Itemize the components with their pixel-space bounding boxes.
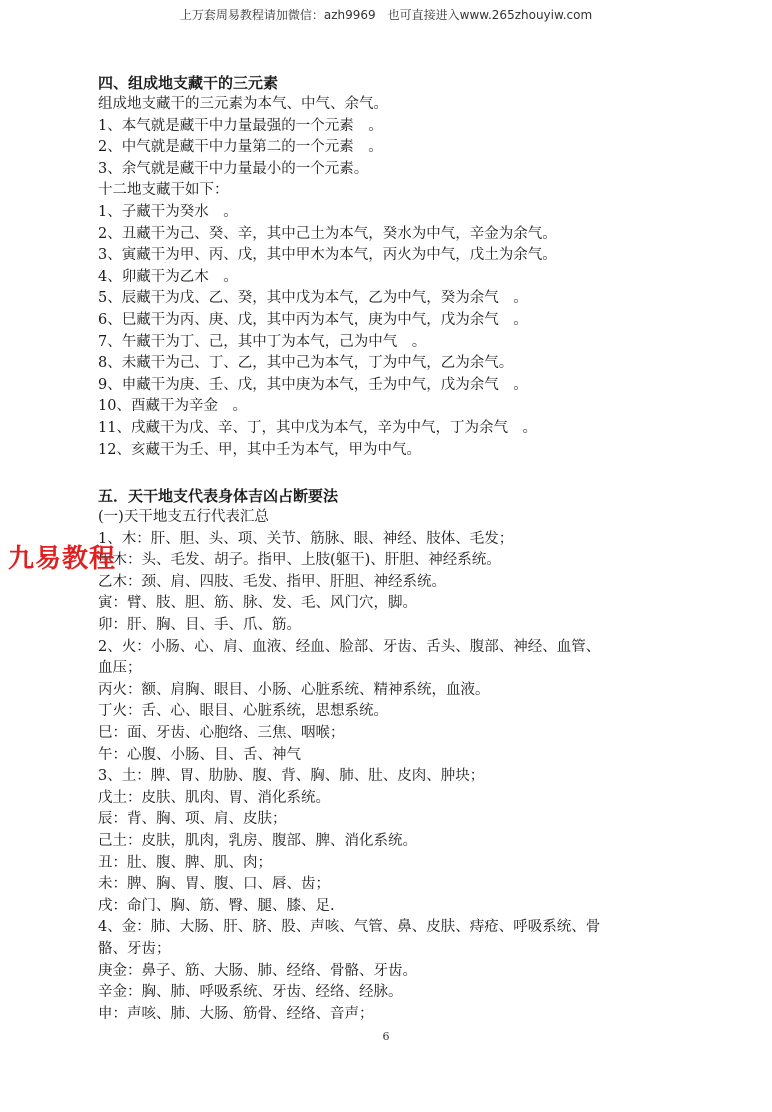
text-line: 骼、牙齿； [98,940,171,957]
text-line: 3、寅藏干为甲、丙、戊，其中甲木为本气，丙火为中气，戊土为余气。 [98,247,557,264]
text-line: 寅：臂、肢、胆、筋、脉、发、毛、风门穴，脚。 [98,595,417,612]
text-line: 己土：皮肤，肌肉，乳房、腹部、脾、消化系统。 [98,833,417,849]
text-line: (一)天干地支五行代表汇总 [98,509,269,526]
text-line: 丁火：舌、心、眼目、心脏系统，思想系统。 [98,703,388,720]
text-line: 12、亥藏干为壬、甲，其中壬为本气，甲为中气。 [98,441,421,458]
text-line: 2、丑藏干为己、癸、辛，其中己土为本气，癸水为中气，辛金为余气。 [98,225,557,242]
section-5-lines [98,507,678,1025]
text-line: 4、金：肺、大肠、肝、脐、股、声咳、气管、鼻、皮肤、痔疮、呼吸系统、骨 [98,919,601,936]
text-line: 8、未藏干为己、丁、乙，其中己为本气，丁为中气，乙为余气。 [98,355,514,372]
text-line: 丑：肚、腹、脾、肌、肉； [98,854,272,871]
text-line: 甲木：头、毛发、胡子。指甲、上肢(躯干)、肝胆、神经系统。 [98,552,501,569]
text-line: 卯：肝、胸、目、手、爪、筋。 [98,617,301,634]
text-line: 3、土：脾、胃、肋胁、腹、背、胸、肺、肚、皮肉、肿块； [98,768,485,785]
text-line: 庚金：鼻子、筋、大肠、肺、经络、骨骼、牙齿。 [98,962,417,979]
text-line: 1、本气就是藏干中力量最强的一个元素 。 [98,117,383,134]
document-body [98,72,678,1025]
text-line: 十二地支藏干如下： [98,182,229,199]
text-line: 7、午藏干为丁、己，其中丁为本气，己为中气 。 [98,333,427,350]
text-line: 1、子藏干为癸水 。 [98,203,238,220]
text-line: 戊土：皮肤、肌肉、胃、消化系统。 [98,789,330,806]
text-line: 5、辰藏干为戊、乙、癸，其中戊为本气，乙为中气，癸为余气 。 [98,290,528,307]
text-line: 巳：面、牙齿、心胞络、三焦、咽喉； [98,725,345,742]
section-4-lines [98,94,678,461]
text-line: 乙木：颈、肩、四肢、毛发、指甲、肝胆、神经系统。 [98,573,446,590]
text-line: 2、火：小肠、心、肩、血液、经血、脸部、牙齿、舌头、腹部、神经、血管、 [98,638,601,655]
page-header: 上万套周易教程请加微信：azh9969 也可直接进入www.265zhouyiw.com [179,8,593,22]
text-line: 1、木：肝、胆、头、项、关节、筋脉、眼、神经、肢体、毛发； [98,530,514,547]
page-number: 6 [382,1030,390,1043]
section-4-title: 四、组成地支藏干的三元素 [98,74,279,92]
text-line: 午：心腹、小肠、目、舌、神气 [98,746,301,763]
text-line: 4、卯藏干为乙木 。 [98,268,238,285]
text-line: 3、余气就是藏干中力量最小的一个元素。 [98,160,369,177]
text-line: 辰：背、胸、项、肩、皮肤； [98,811,287,828]
text-line: 血压； [98,660,142,677]
text-line: 未：脾、胸、胃、腹、口、唇、齿； [98,876,330,893]
text-line: 申：声咳、肺、大肠、筋骨、经络、音声； [98,1005,374,1022]
text-line: 11、戌藏干为戊、辛、丁，其中戊为本气，辛为中气，丁为余气 。 [98,419,537,436]
text-line: 辛金：胸、肺、呼吸系统、牙齿、经络、经脉。 [98,984,403,1001]
section-5-title: 五．天干地支代表身体吉凶占断要法 [98,487,339,506]
watermark-logo: 九易教程 [8,544,117,574]
text-line: 丙火：额、肩胸、眼目、小肠、心脏系统、精神系统，血液。 [98,681,490,698]
text-line: 6、巳藏干为丙、庚、戊，其中丙为本气，庚为中气，戊为余气 。 [98,311,528,328]
text-line: 9、申藏干为庚、壬、戊，其中庚为本气，壬为中气，戊为余气 。 [98,376,528,393]
text-line: 戌：命门、胸、筋、臀、腿、膝、足. [98,897,335,914]
text-line: 2、中气就是藏干中力量第二的一个元素 。 [98,139,383,156]
text-line: 组成地支藏干的三元素为本气、中气、余气。 [98,96,388,112]
text-line: 10、酉藏干为辛金 。 [98,398,247,415]
